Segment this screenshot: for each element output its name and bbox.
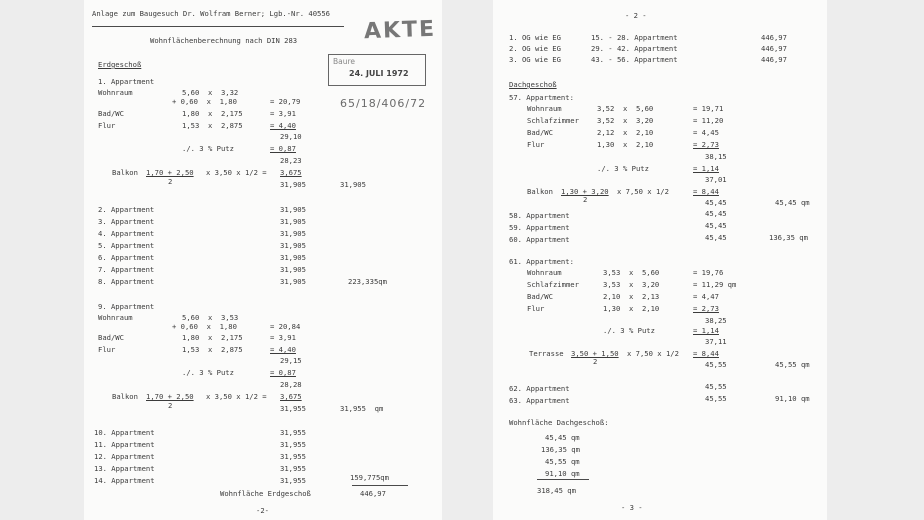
appartment-area: 31,905	[280, 253, 306, 262]
upper-floor-label: 3. OG wie EG	[509, 55, 561, 64]
appartment-label: 11. Appartment	[94, 440, 155, 449]
room-label: Wohnraum	[98, 313, 133, 322]
summary-value: 45,55 qm	[545, 457, 580, 466]
appartment-total-right: 31,905	[340, 180, 366, 189]
subtotal: 29,10	[280, 132, 302, 141]
document-page-right	[493, 0, 827, 520]
appartment-area: 31,905	[280, 241, 306, 250]
plaster-deduction: = 1,14	[693, 164, 719, 173]
appartment-label: 63. Appartment	[509, 396, 570, 405]
page-number-top: - 2 -	[625, 11, 647, 20]
document-page-left	[84, 0, 442, 520]
room-dimensions: 5,60 x 3,53	[182, 313, 239, 322]
terrace-formula: 3,50 + 1,50	[571, 349, 619, 358]
sum-rule	[352, 485, 408, 486]
terrace-label: Terrasse	[529, 349, 564, 358]
room-label: Wohnraum	[527, 104, 562, 113]
appartment-total-right: 45,45 qm	[775, 198, 810, 207]
summary-value: 91,10 qm	[545, 469, 580, 478]
group-sum: 91,10 qm	[775, 394, 810, 403]
balcony-label: Balkon	[112, 168, 138, 177]
plaster-deduction: = 0,87	[270, 144, 296, 153]
room-area: = 4,40	[270, 345, 296, 354]
appartment-label: 61. Appartment:	[509, 257, 574, 266]
subtotal: 37,11	[705, 337, 727, 346]
appartment-label: 1. Appartment	[98, 77, 155, 86]
appartment-area: 45,45	[705, 221, 727, 230]
room-area: = 20,79	[270, 97, 301, 106]
appartment-label: 7. Appartment	[98, 265, 155, 274]
appartment-label: 9. Appartment	[98, 302, 155, 311]
room-label: Bad/WC	[98, 333, 124, 342]
room-label: Schlafzimmer	[527, 280, 579, 289]
summary-rule	[537, 479, 589, 480]
terrace-area: = 8,44	[693, 349, 719, 358]
upper-floor-label: 2. OG wie EG	[509, 44, 561, 53]
subtotal: 38,15	[705, 152, 727, 161]
room-label: Bad/WC	[98, 109, 124, 118]
room-dimensions: 1,30 x 2,10	[597, 140, 654, 149]
appartment-area: 31,955	[280, 452, 306, 461]
appartment-area: 31,905	[280, 217, 306, 226]
appartment-area: 31,955	[280, 428, 306, 437]
room-dimensions: 1,80 x 2,175	[182, 109, 243, 118]
appartment-area: 31,955	[280, 440, 306, 449]
upper-floor-range: 43. - 56. Appartment	[591, 55, 678, 64]
room-dimensions: 5,60 x 3,32	[182, 88, 239, 97]
appartment-label: 13. Appartment	[94, 464, 155, 473]
upper-floor-area: 446,97	[761, 33, 787, 42]
appartment-label: 6. Appartment	[98, 253, 155, 262]
room-area: = 4,40	[270, 121, 296, 130]
upper-floor-area: 446,97	[761, 44, 787, 53]
room-dimensions: 1,53 x 2,875	[182, 121, 243, 130]
stamp-word: AKTE	[363, 16, 437, 45]
appartment-area: 31,905	[280, 277, 306, 286]
room-area: = 20,84	[270, 322, 301, 331]
appartment-label: 4. Appartment	[98, 229, 155, 238]
room-dimensions: 3,53 x 3,20	[603, 280, 660, 289]
subtotal: 38,25	[705, 316, 727, 325]
balcony-divisor: 2	[583, 195, 588, 204]
room-area: = 4,47	[693, 292, 719, 301]
stamp-office: Baure	[333, 57, 356, 66]
section-heading-dachgeschoss: Dachgeschoß	[509, 80, 557, 89]
appartment-label: 2. Appartment	[98, 205, 155, 214]
room-dimensions: 2,12 x 2,10	[597, 128, 654, 137]
plaster-deduction: = 1,14	[693, 326, 719, 335]
plaster-deduction-label: ./. 3 % Putz	[597, 164, 649, 173]
page-number: -2-	[256, 506, 269, 515]
appartment-total: 45,45	[705, 198, 727, 207]
appartment-label: 59. Appartment	[509, 223, 570, 232]
appartment-area: 31,905	[280, 265, 306, 274]
balcony-area: = 8,44	[693, 187, 719, 196]
balcony-divisor: 2	[168, 177, 173, 186]
room-area: = 3,91	[270, 109, 296, 118]
room-area: = 11,29 qm	[693, 280, 737, 289]
subtotal: 28,23	[280, 156, 302, 165]
appartment-label: 5. Appartment	[98, 241, 155, 250]
room-dimensions: 3,52 x 3,20	[597, 116, 654, 125]
room-dimensions: 1,30 x 2,10	[603, 304, 660, 313]
room-dimensions: 3,52 x 5,60	[597, 104, 654, 113]
appartment-total: 31,955	[280, 404, 306, 413]
balcony-label: Balkon	[112, 392, 138, 401]
room-area: = 3,91	[270, 333, 296, 342]
balcony-divisor: 2	[168, 401, 173, 410]
subtotal: 29,15	[280, 356, 302, 365]
terrace-divisor: 2	[593, 357, 598, 366]
summary-value: 45,45 qm	[545, 433, 580, 442]
upper-floor-area: 446,97	[761, 55, 787, 64]
appartment-label: 58. Appartment	[509, 211, 570, 220]
stamp-date: 24. JULI 1972	[349, 69, 409, 78]
stamp-box	[328, 54, 426, 86]
appartment-label: 60. Appartment	[509, 235, 570, 244]
section-heading-erdgeschoss: Erdgeschoß	[98, 60, 142, 69]
balcony-formula: x 3,50 x 1/2 =	[206, 168, 267, 177]
appartment-area: 45,45	[705, 233, 727, 242]
header-rule	[92, 26, 344, 27]
page-title: Wohnflächenberechnung nach DIN 283	[150, 36, 298, 45]
plaster-deduction: = 0,87	[270, 368, 296, 377]
balcony-formula: 1,30 + 3,20	[561, 187, 609, 196]
plaster-deduction-label: ./. 3 % Putz	[603, 326, 655, 335]
plaster-deduction-label: ./. 3 % Putz	[182, 144, 234, 153]
balcony-area: 3,675	[280, 168, 302, 177]
balcony-area: 3,675	[280, 392, 302, 401]
subtotal: 28,28	[280, 380, 302, 389]
balcony-formula: x 3,50 x 1/2 =	[206, 392, 267, 401]
room-label: Flur	[527, 140, 545, 149]
page-number: - 3 -	[621, 503, 643, 512]
floor-area-total: 446,97	[360, 489, 386, 498]
upper-floor-range: 15. - 28. Appartment	[591, 33, 678, 42]
room-area: = 19,71	[693, 104, 724, 113]
room-label: Bad/WC	[527, 128, 553, 137]
balcony-label: Balkon	[527, 187, 553, 196]
room-label: Flur	[98, 121, 116, 130]
appartment-area: 31,905	[280, 229, 306, 238]
summary-value: 136,35 qm	[541, 445, 580, 454]
upper-floor-label: 1. OG wie EG	[509, 33, 561, 42]
appartment-total: 31,905	[280, 180, 306, 189]
terrace-formula: x 7,50 x 1/2	[627, 349, 679, 358]
balcony-formula: x 7,50 x 1/2	[617, 187, 669, 196]
appartment-area: 31,955	[280, 476, 306, 485]
floor-area-label: Wohnfläche Erdgeschoß	[220, 489, 311, 498]
room-area: = 2,73	[693, 304, 719, 313]
room-dimensions: + 0,60 x 1,80	[172, 97, 237, 106]
room-area: = 2,73	[693, 140, 719, 149]
room-label: Flur	[98, 345, 116, 354]
room-dimensions: 3,53 x 5,60	[603, 268, 660, 277]
received-stamp	[328, 16, 437, 88]
appartment-total-right: 45,55 qm	[775, 360, 810, 369]
room-dimensions: 2,10 x 2,13	[603, 292, 660, 301]
room-label: Flur	[527, 304, 545, 313]
room-area: = 4,45	[693, 128, 719, 137]
appartment-label: 62. Appartment	[509, 384, 570, 393]
room-area: = 11,20	[693, 116, 724, 125]
appartment-total-right: 31,955 qm	[340, 404, 384, 413]
group-sum: 159,775qm	[350, 473, 389, 482]
group-sum: 136,35 qm	[769, 233, 808, 242]
room-dimensions: 1,53 x 2,875	[182, 345, 243, 354]
appartment-label: 12. Appartment	[94, 452, 155, 461]
appartment-total: 45,55	[705, 360, 727, 369]
summary-total: 318,45 qm	[537, 486, 576, 495]
subtotal: 37,01	[705, 175, 727, 184]
plaster-deduction-label: ./. 3 % Putz	[182, 368, 234, 377]
appartment-label: 57. Appartment:	[509, 93, 574, 102]
room-dimensions: + 0,60 x 1,80	[172, 322, 237, 331]
handwritten-file-number: 65/18/406/72	[340, 97, 427, 110]
appartment-area: 45,55	[705, 394, 727, 403]
appartment-label: 3. Appartment	[98, 217, 155, 226]
appartment-area: 31,905	[280, 205, 306, 214]
appartment-area: 45,55	[705, 382, 727, 391]
summary-title: Wohnfläche Dachgeschoß:	[509, 418, 609, 427]
page-header: Anlage zum Baugesuch Dr. Wolfram Berner; Lgb.-Nr. 40556	[92, 9, 330, 18]
room-label: Schlafzimmer	[527, 116, 579, 125]
appartment-area: 45,45	[705, 209, 727, 218]
appartment-area: 31,955	[280, 464, 306, 473]
room-label: Wohnraum	[527, 268, 562, 277]
appartment-label: 8. Appartment	[98, 277, 155, 286]
room-label: Bad/WC	[527, 292, 553, 301]
appartment-label: 10. Appartment	[94, 428, 155, 437]
room-area: = 19,76	[693, 268, 724, 277]
upper-floor-range: 29. - 42. Appartment	[591, 44, 678, 53]
group-sum: 223,335qm	[348, 277, 387, 286]
appartment-label: 14. Appartment	[94, 476, 155, 485]
room-label: Wohnraum	[98, 88, 133, 97]
balcony-formula: 1,70 + 2,50	[146, 392, 194, 401]
balcony-formula: 1,70 + 2,50	[146, 168, 194, 177]
room-dimensions: 1,80 x 2,175	[182, 333, 243, 342]
